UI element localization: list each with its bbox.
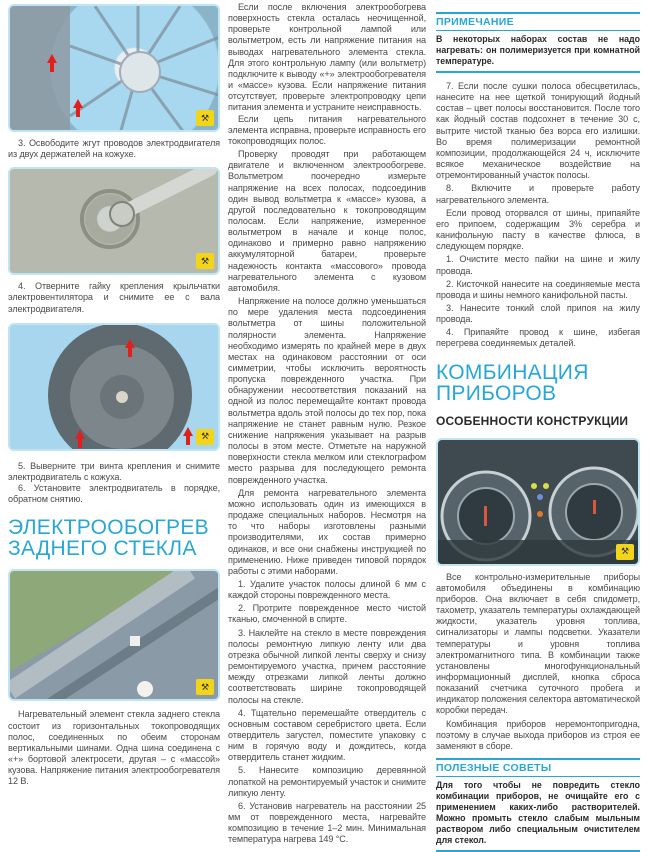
step-3-text: 3. Освободите жгут проводов электродвигателя из двух держателей на кожухе. bbox=[8, 138, 220, 160]
connector-icon bbox=[10, 571, 220, 701]
paragraph: Все контрольно-измерительные приборы автомобиля объединены в комбинацию приборов. Она включает в себя спидометр, тахометр, указатель температуры охлаждающей жидкости, указатель уровня топлива, сигнализаторы и лампы подсветки. Указатели температуры и уровня топлива электромагнитного типа. В комбинации также установлены многофункциональный информационный дисплей, кнопка сброса показаний счетчика суточного пробега и индикатор положения селектора автоматической коробки передач. bbox=[436, 571, 640, 716]
paragraph: Если цепь питания нагревательного элемента исправна, проверьте исправность его токопроводящих полос. bbox=[228, 113, 426, 146]
gauges-icon bbox=[438, 440, 640, 566]
paragraph: 1. Удалите участок полосы длиной 6 мм с каждой стороны поврежденного места. bbox=[228, 578, 426, 601]
paragraph: 3. Нанесите тонкий слой припоя на жилу провода. bbox=[436, 302, 640, 325]
paragraph: Напряжение на полосе должно уменьшаться по мере удаления места подсоединения вольтметра от шины положительной полярности элемента. Напряжение необходимо измерять по крайней мере в двух местах на одинаковом расстоянии от оси симметрии, чтобы исключить вероятность пропуска поврежденного участка. При обнаружении несоответствия показаний на одной из полос перемещайте контакт провода вольтметра вдоль этой полосы до тех пор, пока напряжение не станет равным нулю. Резкое снижение напряжения указывает на разрыв полосы в этом месте. Отметьте на наружной поверхности стекла мелком или стеклографом место разрыва для последующего ремонта поврежденного участка. bbox=[228, 296, 426, 485]
paragraph: 2. Кисточкой нанесите на соединяемые места провода и шины немного канифольной пасты. bbox=[436, 278, 640, 300]
paragraph: 1. Очистите место пайки на шине и жилу провода. bbox=[436, 254, 640, 276]
red-arrow-icon bbox=[125, 339, 135, 348]
middle-column bbox=[228, 2, 426, 846]
red-arrow-icon bbox=[183, 427, 193, 436]
paragraph: 3. Наклейте на стекло в месте повреждения полосы ремонтную липкую ленту или два отрезка обычной липкой ленты сверху и снизу ремонтируемого участка, причем расстояние между отрезками липкой ленты должно соответствовать ширине токопроводящей полосы на стекле. bbox=[228, 627, 426, 705]
note-title: ПРИМЕЧАНИЕ bbox=[436, 16, 640, 31]
paragraph: Проверку проводят при работающем двигателе и включенном электрообогреве. Вольтметром поочередно измерьте напряжение на всех полосах, подсоединив один вывод вольтметра к «массе» кузова, а другой последовательно к токопроводящим полосам. Если напряжение, измеренное вольтметром в начале и конце полос, одинаково и примерно равно напряжению аккумуляторной батареи, проверьте надежность контакта «массового» провода нагревательного элемента с кузовом автомобиля. bbox=[228, 149, 426, 293]
wrench-icon bbox=[10, 169, 220, 275]
tool-badge-icon: ⚒ bbox=[196, 429, 214, 445]
fan-blades-icon bbox=[10, 6, 220, 132]
fan-motor-screws-photo bbox=[8, 323, 220, 451]
step-5-text: 5. Выверните три винта крепления и снимите электродвигатель с кожуха. bbox=[8, 460, 220, 482]
right-column bbox=[436, 12, 640, 852]
rear-window-heater-connector-photo bbox=[8, 569, 220, 701]
section-title-line-2: ЗАДНЕГО СТЕКЛА bbox=[8, 537, 197, 561]
instrument-cluster-photo bbox=[436, 438, 640, 566]
step-4-text: 4. Отверните гайку крепления крыльчатки электровентилятора и снимите ее с вала электродвигателя. bbox=[8, 281, 220, 314]
tool-badge-icon: ⚒ bbox=[616, 544, 634, 560]
left-column bbox=[8, 0, 220, 788]
paragraph: Если провод оторвался от шины, припаяйте его припоем, содержащим 3% серебра и канифольную пасту в качестве флюса, в следующем порядке. bbox=[436, 207, 640, 252]
step-6-text: 6. Установите электродвигатель в порядке, обратном снятию. bbox=[8, 483, 220, 505]
paragraph: 7. Если после сушки полоса обесцветилась, нанесите на нее щеткой тонирующий йодный состав – цвет полосы восстановится. После того как йодный состав подсохнет в течение 30 с, вытрите чистой тканью без ворса его излишки. Во время полимеризации ремонтной композиции, продолжающейся 24 ч, исключите всякое механическое воздействие на отремонтированный участок полосы. bbox=[436, 81, 640, 181]
note-box bbox=[436, 12, 640, 73]
cluster-description bbox=[436, 572, 640, 753]
paragraph: 4. Припаяйте провод к шине, избегая перегрева соединяемых деталей. bbox=[436, 327, 640, 349]
paragraph: 8. Включите и проверьте работу нагревательного элемента. bbox=[436, 183, 640, 205]
red-arrow-icon bbox=[73, 99, 83, 108]
red-arrow-icon bbox=[75, 430, 85, 439]
paragraph: Комбинация приборов неремонтопригодна, поэтому в случае выхода приборов из строя ее заменяют в сборе. bbox=[436, 718, 640, 751]
tips-text: Для того чтобы не повредить стекло комбинации приборов, не очищайте его с применением каких-либо растворителей. Можно промыть стекло слабым мыльным раствором либо специальным очистителем для стекол. bbox=[436, 780, 640, 846]
radiator-fan-photo bbox=[8, 4, 220, 132]
paragraph: 6. Установив нагреватель на расстоянии 25 мм от поврежденного места, нагревайте композицию в течение 1–2 мин. Минимальная температура нагрева 149 °С. bbox=[228, 800, 426, 845]
fan-nut-wrench-photo bbox=[8, 167, 220, 275]
paragraph: 4. Тщательно перемешайте отвердитель с основным составом серебристого цвета. Если отвердитель загустел, поместите упаковку с ним в горячую воду и дождитесь, когда отвердитель станет жидким. bbox=[228, 707, 426, 763]
paragraph: Если после включения электрообогрева поверхность стекла осталась неочищенной, проверьте контрольной лампой или вольтметром, есть ли напряжение питания на выводах нагревательного элемента стекла. Для этого контрольную лампу (или вольтметр) подключите к выводу «+» электрообогревателя и «массе» кузова. Если напряжение питания отсутствует, проверьте электропроводку цепи питания элемента и устраните неисправность. bbox=[228, 2, 426, 113]
tool-badge-icon: ⚒ bbox=[196, 253, 214, 269]
section-title-line-1: КОМБИНАЦИЯ bbox=[436, 360, 589, 384]
paragraph: Для ремонта нагревательного элемента можно использовать один из имеющихся в продаже специальных наборов. Несмотря на то что наборы изготовлены разными производителями, их состав примерно одинаков, и все они снабжены инструкцией по применению. Ниже приведен типовой порядок работы с этими наборами. bbox=[228, 487, 426, 576]
tool-badge-icon: ⚒ bbox=[196, 679, 214, 695]
section-title-line-2: ПРИБОРОВ bbox=[436, 381, 557, 405]
note-text: В некоторых наборах состав не надо нагревать: он полимеризуется при комнатной температуре. bbox=[436, 34, 640, 66]
red-arrow-icon bbox=[47, 54, 57, 63]
section-title-instrument-cluster bbox=[436, 362, 640, 404]
tool-badge-icon: ⚒ bbox=[196, 110, 214, 126]
repair-steps bbox=[436, 81, 640, 350]
tips-box bbox=[436, 758, 640, 852]
tips-title: ПОЛЕЗНЫЕ СОВЕТЫ bbox=[436, 762, 640, 777]
section-title-line-1: ЭЛЕКТРООБОГРЕВ bbox=[8, 516, 209, 540]
rear-heater-intro-text: Нагревательный элемент стекла заднего стекла состоит из горизонтальных токопроводящих полос, соединенных по обеим сторонам вертикальными шинами. Одна шина соединена с «+» бортовой электросети, другая – с «массой» кузова. Напряжение питания электрообогревателя 12 В. bbox=[8, 709, 220, 787]
paragraph: 5. Нанесите композицию деревянной лопаткой на ремонтируемый участок и снимите липкую ленту. bbox=[228, 765, 426, 798]
design-features-subtitle: ОСОБЕННОСТИ КОНСТРУКЦИИ bbox=[436, 413, 629, 428]
paragraph: 2. Протрите поврежденное место чистой тканью, смоченной в спирте. bbox=[228, 603, 426, 625]
section-title-rear-window-heater bbox=[8, 517, 220, 559]
